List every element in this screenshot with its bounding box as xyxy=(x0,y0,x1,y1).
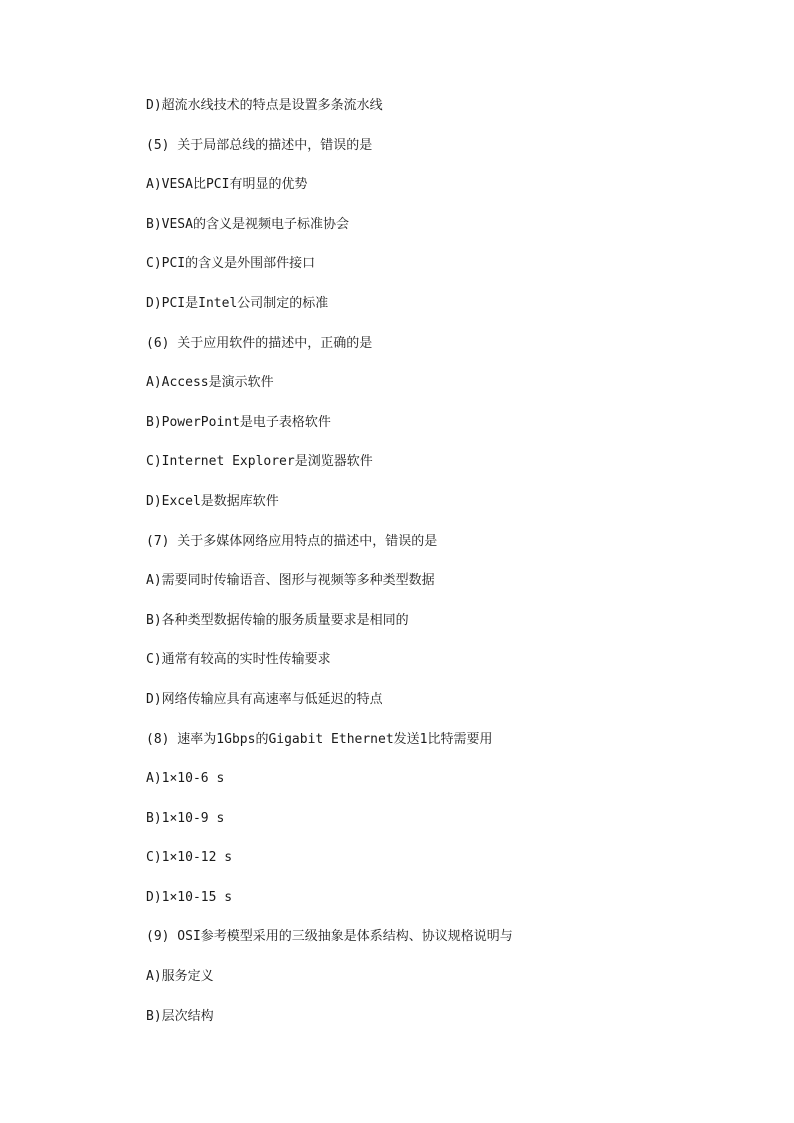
question-text-list xyxy=(146,96,746,1046)
question-line: (7) 关于多媒体网络应用特点的描述中，错误的是 xyxy=(146,533,438,549)
option-line: A)Access是演示软件 xyxy=(146,375,274,391)
question-line: (6) 关于应用软件的描述中，正确的是 xyxy=(146,335,373,351)
question-line: (9) OSI参考模型采用的三级抽象是体系结构、协议规格说明与 xyxy=(146,929,513,945)
question-line: (5) 关于局部总线的描述中，错误的是 xyxy=(146,137,373,153)
option-line: D)Excel是数据库软件 xyxy=(146,493,279,509)
option-line: A)VESA比PCI有明显的优势 xyxy=(146,177,308,193)
option-line: B)层次结构 xyxy=(146,1008,214,1024)
option-line: B)PowerPoint是电子表格软件 xyxy=(146,414,331,430)
option-line: B)各种类型数据传输的服务质量要求是相同的 xyxy=(146,612,409,628)
option-line: B)1×10-9 s xyxy=(146,810,225,826)
option-line: D)超流水线技术的特点是设置多条流水线 xyxy=(146,98,383,113)
option-line: A)1×10-6 s xyxy=(146,771,225,787)
option-line: C)Internet Explorer是浏览器软件 xyxy=(146,454,373,470)
question-line: (8) 速率为1Gbps的Gigabit Ethernet发送1比特需要用 xyxy=(146,731,493,747)
option-line: B)VESA的含义是视频电子标准协会 xyxy=(146,216,349,232)
option-line: C)PCI的含义是外围部件接口 xyxy=(146,256,316,272)
option-line: D)PCI是Intel公司制定的标准 xyxy=(146,295,329,311)
option-line: A)服务定义 xyxy=(146,969,214,985)
option-line: D)1×10-15 s xyxy=(146,889,233,905)
option-line: C)1×10-12 s xyxy=(146,850,233,866)
option-line: C)通常有较高的实时性传输要求 xyxy=(146,652,331,668)
option-line: D)网络传输应具有高速率与低延迟的特点 xyxy=(146,691,383,707)
option-line: A)需要同时传输语音、图形与视频等多种类型数据 xyxy=(146,573,435,589)
